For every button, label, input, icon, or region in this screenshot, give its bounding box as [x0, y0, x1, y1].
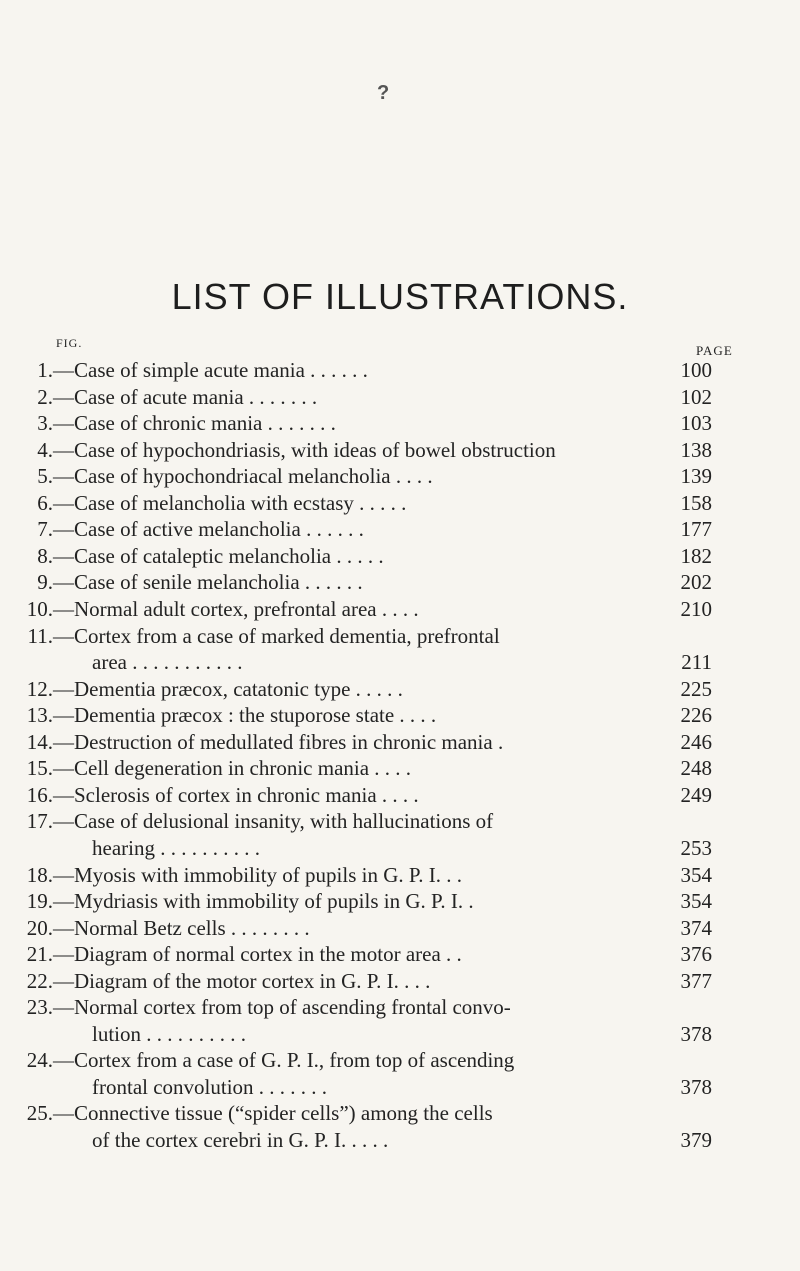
list-item-line — [0, 623, 800, 650]
list-item-line — [0, 410, 800, 437]
page-number: 378 — [680, 1074, 712, 1099]
page-number: 246 — [680, 729, 712, 754]
figure-caption: of the cortex cerebri in G. P. I. . . . . — [92, 1128, 389, 1152]
figure-caption: —Case of hypochondriasis, with ideas of bowel obstruction — [53, 437, 556, 462]
list-item-line — [0, 384, 800, 411]
figure-caption: lution . . . . . . . . . . — [92, 1021, 247, 1046]
figure-caption: —Mydriasis with immobility of pupils in G. P. I. . — [53, 889, 474, 913]
figure-caption: frontal convolution . . . . . . . — [92, 1074, 328, 1099]
figure-caption: —Diagram of normal cortex in the motor area . . — [53, 942, 462, 967]
page-number: 376 — [680, 942, 712, 967]
figure-caption: —Normal Betz cells . . . . . . . . — [53, 915, 310, 940]
list-item-line — [0, 1100, 800, 1127]
list-item-line — [0, 888, 800, 915]
figure-number: 20. — [26, 915, 53, 940]
figure-caption: —Case of delusional insanity, with hallucinations of — [53, 809, 494, 834]
page-number: 225 — [680, 676, 712, 701]
figure-number: 2. — [37, 384, 53, 409]
page-number: 158 — [680, 490, 712, 515]
page-number: 249 — [680, 782, 712, 807]
list-item-line — [0, 994, 800, 1021]
list-item-line — [0, 1021, 800, 1048]
page-number: 377 — [680, 968, 712, 993]
figure-caption: —Case of melancholia with ecstasy . . . . . — [53, 490, 407, 515]
figure-number: 5. — [37, 464, 53, 489]
figure-number: 1. — [37, 358, 53, 382]
figure-caption: —Case of active melancholia . . . . . . — [53, 517, 364, 542]
page-number: 378 — [680, 1021, 712, 1046]
figure-number: 16. — [26, 782, 53, 807]
page-number: 182 — [680, 543, 712, 568]
figure-caption: hearing . . . . . . . . . . — [92, 835, 260, 860]
list-item-line — [0, 1127, 800, 1154]
figure-number: 15. — [26, 756, 53, 781]
figure-number: 4. — [37, 437, 53, 462]
figure-number: 7. — [37, 517, 53, 542]
header-mark: ? — [377, 82, 390, 104]
figure-caption: —Cell degeneration in chronic mania . . . . — [53, 756, 412, 781]
figure-caption: —Cortex from a case of marked dementia, prefrontal — [53, 623, 500, 648]
figure-number: 11. — [27, 623, 53, 648]
figure-number: 12. — [26, 676, 53, 701]
figure-caption: —Normal cortex from top of ascending frontal convo- — [53, 995, 511, 1020]
list-item-line — [0, 782, 800, 809]
list-item-line — [0, 437, 800, 464]
figure-caption: area . . . . . . . . . . . — [92, 650, 243, 674]
figure-number: 6. — [37, 490, 53, 515]
figure-number: 19. — [26, 889, 53, 913]
figure-number: 25. — [26, 1101, 53, 1126]
page-number: 211 — [681, 650, 712, 674]
figure-caption: —Case of acute mania . . . . . . . — [53, 384, 318, 409]
figure-number: 14. — [26, 729, 53, 754]
page-number: 248 — [680, 756, 712, 781]
page-number: 202 — [680, 570, 712, 595]
figure-caption: —Case of cataleptic melancholia . . . . . — [53, 543, 384, 568]
figure-number: 3. — [37, 411, 53, 436]
page-title: LIST OF ILLUSTRATIONS. — [171, 276, 629, 317]
page-number: 226 — [680, 703, 712, 728]
figure-caption: —Myosis with immobility of pupils in G. P. I. . . — [53, 862, 462, 887]
figure-caption: —Dementia præcox, catatonic type . . . . . — [53, 676, 403, 701]
figure-number: 10. — [26, 597, 53, 621]
list-item-line — [0, 490, 800, 517]
list-item-line — [0, 968, 800, 995]
figure-number: 9. — [37, 570, 53, 595]
list-item-line — [0, 941, 800, 968]
figure-caption: —Case of simple acute mania . . . . . . — [53, 358, 368, 382]
figure-number: 8. — [37, 543, 53, 568]
list-item-line — [0, 702, 800, 729]
page-number: 253 — [680, 835, 712, 860]
list-item-line — [0, 516, 800, 543]
list-item-line — [0, 729, 800, 756]
figure-caption: —Diagram of the motor cortex in G. P. I. . . . — [53, 968, 431, 993]
figure-caption: —Sclerosis of cortex in chronic mania . . . . — [53, 782, 419, 807]
list-item-line — [0, 1047, 800, 1074]
list-item-line — [0, 463, 800, 490]
figure-number: 17. — [26, 809, 53, 834]
list-item-line — [0, 862, 800, 889]
page-number: 100 — [680, 358, 712, 382]
figure-caption: —Dementia præcox : the stuporose state . . . . — [53, 703, 437, 728]
list-item-line — [0, 357, 800, 384]
figure-number: 18. — [26, 862, 53, 887]
list-item-line — [0, 649, 800, 676]
figure-caption: —Case of hypochondriacal melancholia . . . . — [53, 464, 433, 489]
figure-number: 24. — [26, 1048, 53, 1073]
list-item-line — [0, 808, 800, 835]
page-number: 138 — [680, 437, 712, 462]
figure-caption: —Cortex from a case of G. P. I., from top of ascending — [53, 1048, 515, 1073]
page-number: 103 — [680, 411, 712, 436]
list-item-line — [0, 1074, 800, 1101]
column-header-page: PAGE — [696, 343, 733, 358]
figure-number: 13. — [26, 703, 53, 728]
figure-number: 21. — [26, 942, 53, 967]
page-number: 374 — [680, 915, 712, 940]
page-number: 354 — [680, 889, 712, 913]
list-item-line — [0, 755, 800, 782]
figure-caption: —Destruction of medullated fibres in chronic mania . — [53, 729, 504, 754]
list-item-line — [0, 676, 800, 703]
figure-number: 22. — [26, 968, 53, 993]
list-item-line — [0, 569, 800, 596]
page-number: 379 — [680, 1128, 712, 1152]
page-number: 354 — [680, 862, 712, 887]
page-number: 139 — [680, 464, 712, 489]
list-item-line — [0, 596, 800, 623]
list-item-line — [0, 543, 800, 570]
list-item-line — [0, 915, 800, 942]
list-item-line — [0, 835, 800, 862]
page-number: 102 — [680, 384, 712, 409]
figure-caption: —Connective tissue (“spider cells”) among the cells — [53, 1101, 493, 1126]
figure-number: 23. — [26, 995, 53, 1020]
figure-caption: —Normal adult cortex, prefrontal area . . . . — [53, 597, 419, 621]
figure-caption: —Case of senile melancholia . . . . . . — [53, 570, 363, 595]
page-number: 177 — [680, 517, 712, 542]
column-header-fig: FIG. — [56, 336, 83, 350]
figure-caption: —Case of chronic mania . . . . . . . — [53, 411, 336, 436]
page-number: 210 — [680, 597, 712, 621]
